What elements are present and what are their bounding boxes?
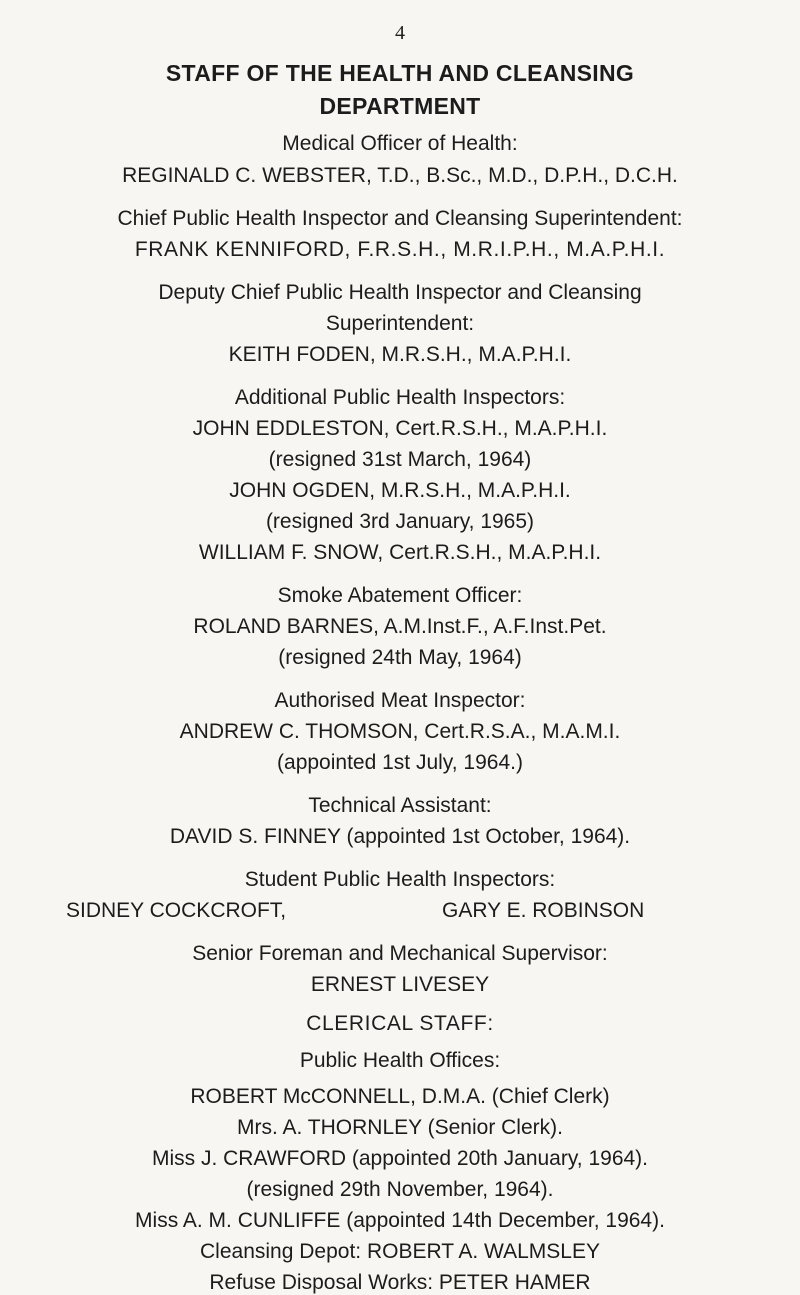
moh-name: REGINALD C. WEBSTER, T.D., B.Sc., M.D., D.P.H., D.C.H. bbox=[122, 164, 678, 187]
deputy-inspector-heading: Deputy Chief Public Health Inspector and Cleansing bbox=[158, 281, 642, 304]
chief-inspector-heading: Chief Public Health Inspector and Cleansing Superintendent: bbox=[117, 207, 683, 230]
clerical-entry: Miss A. M. CUNLIFFE (appointed 14th December, 1964). bbox=[135, 1209, 665, 1232]
student-inspector-name: SIDNEY COCKCROFT, bbox=[66, 899, 287, 922]
clerical-entry: Cleansing Depot: ROBERT A. WALMSLEY bbox=[200, 1240, 600, 1263]
meat-inspector-note: (appointed 1st July, 1964.) bbox=[277, 751, 523, 774]
page-number: 4 bbox=[395, 22, 405, 44]
additional-inspectors-heading: Additional Public Health Inspectors: bbox=[234, 386, 566, 409]
meat-inspector-heading: Authorised Meat Inspector: bbox=[274, 689, 526, 712]
page-title-continued: DEPARTMENT bbox=[319, 93, 481, 119]
page-title: STAFF OF THE HEALTH AND CLEANSING bbox=[165, 60, 635, 86]
clerical-entry: ROBERT McCONNELL, D.M.A. (Chief Clerk) bbox=[190, 1085, 610, 1108]
smoke-officer-note: (resigned 24th May, 1964) bbox=[278, 646, 522, 669]
clerical-entry: (resigned 29th November, 1964). bbox=[246, 1178, 554, 1201]
deputy-inspector-heading-continued: Superintendent: bbox=[325, 312, 475, 335]
additional-inspector-entry: JOHN OGDEN, M.R.S.H., M.A.P.H.I. bbox=[229, 479, 571, 502]
moh-heading: Medical Officer of Health: bbox=[282, 132, 518, 155]
clerical-entry: Mrs. A. THORNLEY (Senior Clerk). bbox=[237, 1116, 563, 1139]
technical-assistant-heading: Technical Assistant: bbox=[308, 794, 492, 817]
clerical-subheading: Public Health Offices: bbox=[299, 1049, 501, 1072]
clerical-heading: CLERICAL STAFF: bbox=[306, 1012, 494, 1035]
additional-inspector-entry: (resigned 3rd January, 1965) bbox=[265, 510, 535, 533]
smoke-officer-heading: Smoke Abatement Officer: bbox=[277, 584, 523, 607]
student-inspectors-heading: Student Public Health Inspectors: bbox=[244, 868, 556, 891]
additional-inspector-entry: JOHN EDDLESTON, Cert.R.S.H., M.A.P.H.I. bbox=[192, 417, 608, 440]
clerical-entry: Miss J. CRAWFORD (appointed 20th January, 1964). bbox=[151, 1147, 649, 1170]
smoke-officer-name: ROLAND BARNES, A.M.Inst.F., A.F.Inst.Pet. bbox=[193, 615, 607, 638]
deputy-inspector-name: KEITH FODEN, M.R.S.H., M.A.P.H.I. bbox=[228, 343, 572, 366]
clerical-entry: Refuse Disposal Works: PETER HAMER bbox=[209, 1271, 591, 1294]
senior-foreman-name: ERNEST LIVESEY bbox=[310, 973, 490, 996]
additional-inspector-entry: WILLIAM F. SNOW, Cert.R.S.H., M.A.P.H.I. bbox=[198, 541, 602, 564]
technical-assistant-name: DAVID S. FINNEY (appointed 1st October, 1964). bbox=[169, 825, 631, 848]
meat-inspector-name: ANDREW C. THOMSON, Cert.R.S.A., M.A.M.I. bbox=[179, 720, 621, 743]
student-inspector-name: GARY E. ROBINSON bbox=[442, 899, 645, 922]
additional-inspector-entry: (resigned 31st March, 1964) bbox=[268, 448, 532, 471]
senior-foreman-heading: Senior Foreman and Mechanical Supervisor: bbox=[192, 942, 608, 965]
chief-inspector-name: FRANK KENNIFORD, F.R.S.H., M.R.I.P.H., M.A.P.H.I. bbox=[134, 238, 666, 261]
